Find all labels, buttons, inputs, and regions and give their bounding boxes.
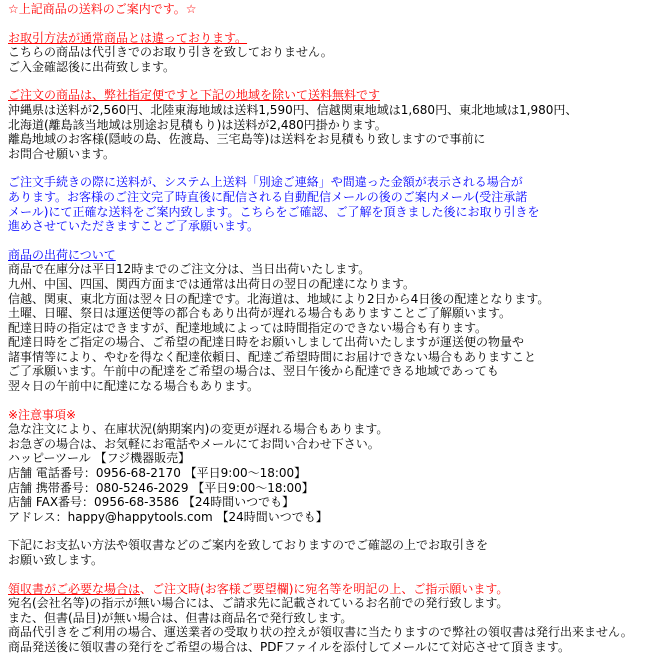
notice-section	[8, 175, 654, 233]
dispatch-line: 翌々日の午前中に配達になる場合もあります。	[8, 379, 260, 394]
notice-line: 進めさせていただきますことご了承願います。	[8, 219, 260, 234]
contact-fax: 店舗 FAX番号：0956-68-3586 【24時間いつでも】	[8, 495, 295, 510]
dispatch-line: ご了承願います。午前中の配達をご希望の場合は、翌日午後から配達できる地域であっても	[8, 364, 499, 379]
transaction-section	[8, 31, 654, 75]
shipping-heading: ご注文の商品は、弊社指定便ですと下記の地域を除いて送料無料です	[8, 88, 381, 103]
contact-email: アドレス：happy@happytools.com 【24時間いつでも】	[8, 509, 328, 524]
contact-phone: 店舗 電話番号：0956-68-2170 【平日9:00～18:00】	[8, 466, 307, 481]
caution-section	[8, 408, 654, 525]
payment-section	[8, 538, 654, 567]
dispatch-heading: 商品の出荷について	[8, 247, 116, 262]
notice-line: あります。お客様のご注文完了時直後に配信される自動配信メールの後のご案内メール(受注承諾	[8, 189, 528, 204]
shipping-line: 沖縄県は送料が2,560円、北陸東海地域は送料1,590円、信越関東地域は1,680円、東北地域は1,980円、	[8, 102, 578, 117]
dispatch-line: 商品で在庫分は平日12時までのご注文分は、当日出荷いたします。	[8, 262, 371, 277]
shipping-line: 北海道(離島該当地域は別途お見積もり)は送料が2,480円掛かります。	[8, 117, 387, 132]
page-title: ☆上記商品の送料のご案内です。☆	[8, 2, 197, 16]
transaction-line: こちらの商品は代引きでのお取り引きを致しておりません。	[8, 45, 333, 60]
dispatch-line: 信越、関東、東北方面は翌々日の配達です。北海道は、地域により2日から4日後の配達となります。	[8, 291, 550, 306]
transaction-line: ご入金確認後に出荷致します。	[8, 59, 176, 74]
dispatch-line: 九州、中国、四国、関西方面までは通常は出荷日の翌日の配達になります。	[8, 276, 416, 291]
dispatch-line: 土曜、日曜、祭日は運送便等の都合もあり出荷が遅れる場合もありますことご了解願います。	[8, 306, 512, 321]
transaction-heading: お取引方法が通常商品とは違っております。	[8, 30, 248, 45]
contact-mobile: 店舗 携帯番号：080-5246-2029 【平日9:00～18:00】	[8, 480, 314, 495]
caution-line: 急な注文により、在庫状況(納期案内)の変更が遅れる場合もあります。	[8, 422, 389, 437]
shipping-line: 離島地域のお客様(隠岐の島、佐渡島、三宅島等)は送料をお見積もり致しますので事前に	[8, 132, 486, 147]
notice-line: メール)にて正確な送料をご案内致します。こちらをご確認、ご了解を頂きました後にお取り引きを	[8, 204, 540, 219]
payment-line: 下記にお支払い方法や領収書などのご案内を致しておりますのでご確認の上でお取引きを	[8, 538, 489, 553]
receipt-heading-emphasis: 領収書がご必要な場合は	[8, 581, 141, 596]
dispatch-line: 配達日時をご指定の場合、ご希望の配達日時をお願いしまして出荷いたしますが運送便の物量や	[8, 335, 525, 350]
receipt-line: 商品代引きをご利用の場合、運送業者の受取り状の控えが領収書に当たりますので弊社の領収書は発行出来ません。	[8, 625, 633, 640]
receipt-line: 宛名(会社名等)の指示が無い場合には、ご請求先に記載されているお名前での発行致します。	[8, 596, 509, 611]
dispatch-line: 諸事情等により、やむを得なく配達依頼日、配達ご希望時間にお届けできない場合もありますこと	[8, 349, 537, 364]
contact-shop-name: ハッピーツール 【フジ機器販売】	[8, 451, 191, 466]
notice-line: ご注文手続きの際に送料が、システム上送料「別途ご連絡」や間違った金額が表示される場合が	[8, 175, 523, 190]
payment-line: お願い致します。	[8, 553, 104, 567]
shipping-line: お問合せ願います。	[8, 146, 116, 161]
receipt-heading-rest: 、ご注文時(お客様ご要望欄)に宛名等を明記の上、ご指示願います。	[140, 581, 509, 596]
receipt-line: 商品発送後に領収書の発行をご希望の場合は、PDFファイルを添付してメールにて対応させて頂きます。	[8, 639, 570, 654]
dispatch-section	[8, 248, 654, 394]
receipt-heading	[8, 582, 654, 597]
shipping-section	[8, 88, 654, 161]
caution-line: お急ぎの場合は、お気軽にお電話やメールにてお問い合わせ下さい。	[8, 436, 380, 451]
caution-heading: ※注意事項※	[8, 407, 77, 422]
receipt-line: また、但書(品目)が無い場合は、但書は商品名で発行致します。	[8, 610, 353, 625]
dispatch-line: 配達日時の指定はできますが、配達地域によっては時間指定のできない場合も有ります。	[8, 320, 488, 335]
